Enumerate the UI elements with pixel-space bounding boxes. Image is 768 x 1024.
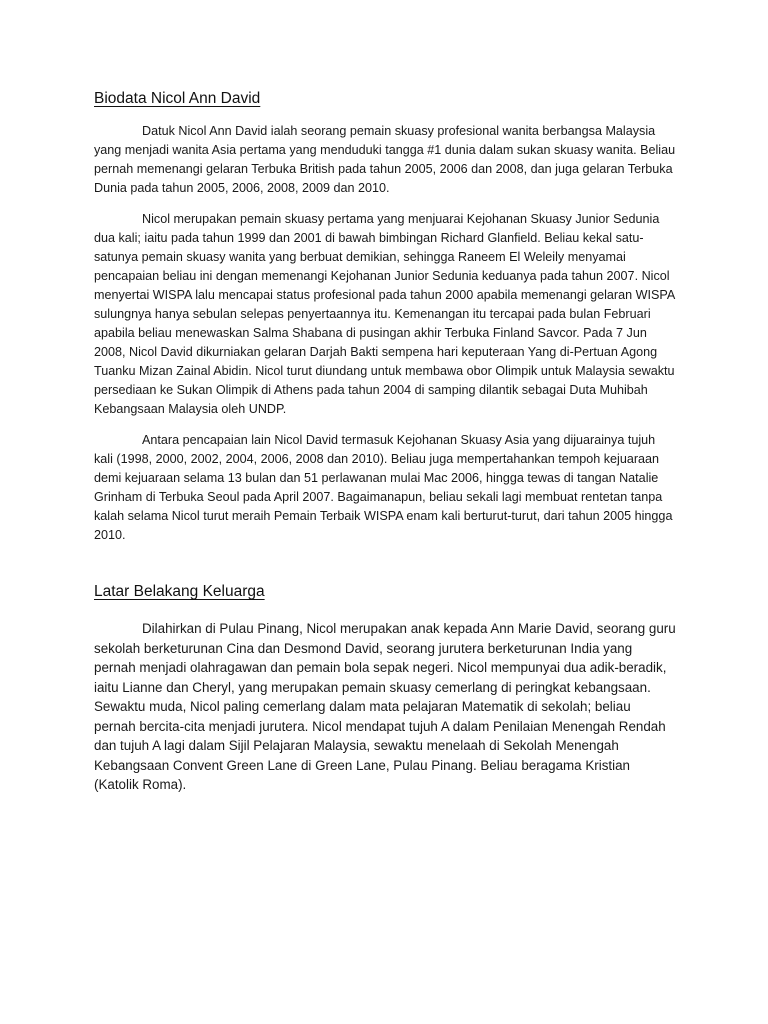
paragraph: Antara pencapaian lain Nicol David termasuk Kejohanan Skuasy Asia yang dijuarainya tujuh kali (1998, 2000, 2002, 2004, 2006, 2008 dan 2010). Beliau juga mempertahankan tempoh kejuaraan demi kejuaraan selama 13 bulan dan 51 perlawanan mulai Mac 2006, hingga tewas di tangan Natalie Grinham di Terbuka Seoul pada April 2007. Bagaimanapun, beliau sekali lagi membuat rentetan tanpa kalah selama Nicol turut meraih Pemain Terbaik WISPA enam kali berturut-turut, dari tahun 2005 hingga 2010. [94, 433, 673, 542]
section-biodata [94, 88, 676, 545]
document-body [94, 88, 676, 807]
section-heading-biodata: Biodata Nicol Ann David [94, 90, 261, 107]
paragraph: Dilahirkan di Pulau Pinang, Nicol merupakan anak kepada Ann Marie David, seorang guru sekolah berketurunan Cina dan Desmond David, seorang jurutera berketurunan India yang pernah menjadi olahragawan dan pemain bola sepak negeri. Nicol mempunyai dua adik-beradik, iaitu Lianne dan Cheryl, yang merupakan pemain skuasy cemerlang di peringkat kebangsaan. Sewaktu muda, Nicol paling cemerlang dalam mata pelajaran Matematik di sekolah; beliau pernah bercita-cita menjadi jurutera. Nicol mendapat tujuh A dalam Penilaian Menengah Rendah dan tujuh A lagi dalam Sijil Pelajaran Malaysia, sewaktu menelaah di Sekolah Menengah Kebangsaan Convent Green Lane di Green Lane, Pulau Pinang. Beliau beragama Kristian (Katolik Roma). [94, 621, 676, 792]
paragraph: Datuk Nicol Ann David ialah seorang pemain skuasy profesional wanita berbangsa Malaysia yang menjadi wanita Asia pertama yang menduduki tangga #1 dunia dalam sukan skuasy wanita. Beliau pernah memenangi gelaran Terbuka British pada tahun 2005, 2006 dan 2008, dan juga gelaran Terbuka Dunia pada tahun 2005, 2006, 2008, 2009 dan 2010. [94, 124, 676, 195]
section-latar-belakang [94, 581, 676, 795]
paragraph: Nicol merupakan pemain skuasy pertama yang menjuarai Kejohanan Skuasy Junior Sedunia dua kali; iaitu pada tahun 1999 dan 2001 di bawah bimbingan Richard Glanfield. Beliau kekal satu-satunya pemain skuasy wanita yang berbuat demikian, sehingga Raneem El Weleily menyamai pencapaian beliau ini dengan memenangi Kejohanan Junior Sedunia keduanya pada tahun 2007. Nicol menyertai WISPA lalu mencapai status profesional pada tahun 2000 apabila memenangi gelaran WISPA sulungnya hanya sebulan selepas penyertaannya itu. Kemenangan itu tercapai pada bulan Februari apabila beliau menewaskan Salma Shabana di pusingan akhir Terbuka Finland Savcor. Pada 7 Jun 2008, Nicol David dikurniakan gelaran Darjah Bakti sempena hari keputeraan Yang di-Pertuan Agong Tuanku Mizan Zainal Abidin. Nicol turut diundang untuk membawa obor Olimpik untuk Malaysia sewaktu persediaan ke Sukan Olimpik di Athens pada tahun 2004 di samping dilantik sebagai Duta Muhibah Kebangsaan Malaysia oleh UNDP. [94, 212, 675, 416]
section-heading-latar-belakang: Latar Belakang Keluarga [94, 583, 265, 600]
